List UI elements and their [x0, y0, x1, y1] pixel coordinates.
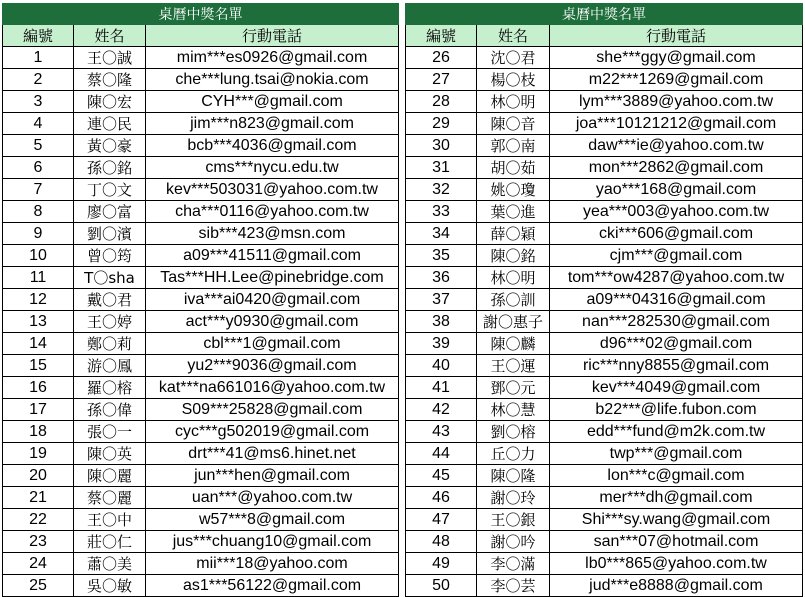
row-name: 丘〇力 [477, 443, 550, 465]
row-name: 廖〇富 [74, 201, 146, 223]
row-name: 陳〇英 [74, 443, 146, 465]
row-number: 27 [406, 69, 477, 91]
table-row [3, 223, 399, 245]
table-row [406, 465, 803, 487]
row-number: 7 [3, 179, 74, 201]
row-contact: jud***e8888@gmail.com [550, 575, 803, 597]
row-number: 15 [3, 355, 74, 377]
table-row [3, 575, 399, 597]
row-contact: lb0***865@yahoo.com.tw [550, 553, 803, 575]
row-name: 連〇民 [74, 113, 146, 135]
row-name: 孫〇銘 [74, 157, 146, 179]
row-name: 王〇婷 [74, 311, 146, 333]
table-row [3, 157, 399, 179]
row-contact: uan***@yahoo.com.tw [146, 487, 399, 509]
row-number: 42 [406, 399, 477, 421]
row-contact: as1***56122@gmail.com [146, 575, 399, 597]
table-row [3, 443, 399, 465]
row-number: 36 [406, 267, 477, 289]
row-number: 40 [406, 355, 477, 377]
row-contact: Tas***HH.Lee@pinebridge.com [146, 267, 399, 289]
row-contact: mim***es0926@gmail.com [146, 47, 399, 69]
row-number: 29 [406, 113, 477, 135]
table-row [3, 47, 399, 69]
row-number: 16 [3, 377, 74, 399]
row-number: 19 [3, 443, 74, 465]
row-name: 薛〇穎 [477, 223, 550, 245]
row-number: 35 [406, 245, 477, 267]
row-number: 17 [3, 399, 74, 421]
row-name: 黃〇豪 [74, 135, 146, 157]
row-contact: kev***503031@yahoo.com.tw [146, 179, 399, 201]
row-contact: cjm***@gmail.com [550, 245, 803, 267]
table-row [3, 333, 399, 355]
row-name: 鄭〇莉 [74, 333, 146, 355]
table-row [3, 245, 399, 267]
row-name: 戴〇君 [74, 289, 146, 311]
row-contact: Shi***sy.wang@gmail.com [550, 509, 803, 531]
row-contact: d96***02@gmail.com [550, 333, 803, 355]
row-contact: che***lung.tsai@nokia.com [146, 69, 399, 91]
row-number: 14 [3, 333, 74, 355]
row-number: 43 [406, 421, 477, 443]
row-contact: yao***168@gmail.com [550, 179, 803, 201]
row-name: 蔡〇麗 [74, 487, 146, 509]
row-contact: jim***n823@gmail.com [146, 113, 399, 135]
table-row [3, 113, 399, 135]
table-row [406, 245, 803, 267]
row-number: 30 [406, 135, 477, 157]
row-name: 陳〇麟 [477, 333, 550, 355]
table-title: 桌曆中獎名單 [406, 4, 803, 25]
table-title-row [3, 4, 399, 25]
row-contact: bcb***4036@gmail.com [146, 135, 399, 157]
row-contact: a09***41511@gmail.com [146, 245, 399, 267]
row-contact: drt***41@ms6.hinet.net [146, 443, 399, 465]
table-row [406, 575, 803, 597]
row-name: 王〇運 [477, 355, 550, 377]
table-row [406, 443, 803, 465]
table-row [3, 311, 399, 333]
row-contact: twp***@gmail.com [550, 443, 803, 465]
row-number: 12 [3, 289, 74, 311]
row-name: 羅〇榕 [74, 377, 146, 399]
row-contact: jun***hen@gmail.com [146, 465, 399, 487]
row-number: 37 [406, 289, 477, 311]
row-name: 陳〇宏 [74, 91, 146, 113]
row-number: 41 [406, 377, 477, 399]
row-contact: nan***282530@gmail.com [550, 311, 803, 333]
row-number: 5 [3, 135, 74, 157]
row-name: 楊〇枝 [477, 69, 550, 91]
table-row [3, 179, 399, 201]
table-row [406, 509, 803, 531]
table-row [406, 355, 803, 377]
row-number: 34 [406, 223, 477, 245]
row-name: 葉〇進 [477, 201, 550, 223]
row-number: 33 [406, 201, 477, 223]
row-name: 謝〇玲 [477, 487, 550, 509]
row-name: 游〇鳳 [74, 355, 146, 377]
table-row [3, 465, 399, 487]
table-row [406, 289, 803, 311]
table-row [406, 201, 803, 223]
row-number: 26 [406, 47, 477, 69]
row-name: 張〇一 [74, 421, 146, 443]
row-name: 莊〇仁 [74, 531, 146, 553]
row-contact: sib***423@msn.com [146, 223, 399, 245]
table-row [406, 267, 803, 289]
column-header-number: 編號 [3, 25, 74, 47]
row-contact: act***y0930@gmail.com [146, 311, 399, 333]
row-contact: she***ggy@gmail.com [550, 47, 803, 69]
row-contact: san***07@hotmail.com [550, 531, 803, 553]
row-contact: cki***606@gmail.com [550, 223, 803, 245]
row-contact: kat***na661016@yahoo.com.tw [146, 377, 399, 399]
row-contact: mii***18@yahoo.com [146, 553, 399, 575]
row-contact: a09***04316@gmail.com [550, 289, 803, 311]
table-row [3, 553, 399, 575]
table-body [3, 47, 399, 597]
column-header-row [406, 25, 803, 47]
row-number: 9 [3, 223, 74, 245]
table-row [3, 355, 399, 377]
table-row [3, 487, 399, 509]
table-row [406, 487, 803, 509]
row-name: 郭〇南 [477, 135, 550, 157]
row-contact: cha***0116@yahoo.com.tw [146, 201, 399, 223]
row-number: 24 [3, 553, 74, 575]
table-row [3, 509, 399, 531]
table-row [406, 377, 803, 399]
row-contact: joa***10121212@gmail.com [550, 113, 803, 135]
row-name: 王〇中 [74, 509, 146, 531]
row-number: 21 [3, 487, 74, 509]
table-row [3, 531, 399, 553]
table-row [406, 135, 803, 157]
row-number: 13 [3, 311, 74, 333]
row-number: 10 [3, 245, 74, 267]
row-number: 28 [406, 91, 477, 113]
row-number: 3 [3, 91, 74, 113]
row-name: 曾〇筠 [74, 245, 146, 267]
row-name: 謝〇惠子 [477, 311, 550, 333]
row-number: 32 [406, 179, 477, 201]
row-number: 11 [3, 267, 74, 289]
table-title: 桌曆中獎名單 [3, 4, 399, 25]
row-name: 陳〇音 [477, 113, 550, 135]
table-row [406, 91, 803, 113]
row-number: 25 [3, 575, 74, 597]
row-name: T〇sha [74, 267, 146, 289]
row-number: 18 [3, 421, 74, 443]
row-name: 陳〇銘 [477, 245, 550, 267]
table-title-row [406, 4, 803, 25]
table-row [406, 421, 803, 443]
column-header-contact: 行動電話 [550, 25, 803, 47]
table-row [406, 531, 803, 553]
row-name: 丁〇文 [74, 179, 146, 201]
row-contact: mon***2862@gmail.com [550, 157, 803, 179]
column-header-row [3, 25, 399, 47]
row-contact: cms***nycu.edu.tw [146, 157, 399, 179]
row-number: 50 [406, 575, 477, 597]
table-row [406, 47, 803, 69]
row-contact: S09***25828@gmail.com [146, 399, 399, 421]
row-name: 沈〇君 [477, 47, 550, 69]
row-name: 劉〇濱 [74, 223, 146, 245]
row-name: 陳〇隆 [477, 465, 550, 487]
column-header-number: 編號 [406, 25, 477, 47]
column-header-contact: 行動電話 [146, 25, 399, 47]
table-body [406, 47, 803, 597]
table-row [3, 377, 399, 399]
row-name: 孫〇偉 [74, 399, 146, 421]
row-number: 39 [406, 333, 477, 355]
table-row [3, 421, 399, 443]
table-row [406, 113, 803, 135]
row-contact: daw***ie@yahoo.com.tw [550, 135, 803, 157]
table-row [406, 333, 803, 355]
row-name: 吳〇敏 [74, 575, 146, 597]
row-name: 謝〇吟 [477, 531, 550, 553]
row-number: 45 [406, 465, 477, 487]
row-contact: ric***nny8855@gmail.com [550, 355, 803, 377]
winners-table-right [405, 3, 803, 597]
table-row [3, 135, 399, 157]
row-name: 王〇誠 [74, 47, 146, 69]
row-contact: yea***003@yahoo.com.tw [550, 201, 803, 223]
row-contact: lym***3889@yahoo.com.tw [550, 91, 803, 113]
row-contact: mer***dh@gmail.com [550, 487, 803, 509]
row-contact: CYH***@gmail.com [146, 91, 399, 113]
row-name: 林〇明 [477, 91, 550, 113]
row-name: 姚〇瓊 [477, 179, 550, 201]
row-number: 22 [3, 509, 74, 531]
row-contact: edd***fund@m2k.com.tw [550, 421, 803, 443]
row-contact: b22***@life.fubon.com [550, 399, 803, 421]
row-name: 胡〇茹 [477, 157, 550, 179]
row-contact: cbl***1@gmail.com [146, 333, 399, 355]
row-number: 1 [3, 47, 74, 69]
row-contact: w57***8@gmail.com [146, 509, 399, 531]
row-contact: jus***chuang10@gmail.com [146, 531, 399, 553]
table-row [3, 69, 399, 91]
column-header-name: 姓名 [74, 25, 146, 47]
row-contact: m22***1269@gmail.com [550, 69, 803, 91]
row-number: 6 [3, 157, 74, 179]
row-name: 李〇滿 [477, 553, 550, 575]
row-number: 8 [3, 201, 74, 223]
row-contact: tom***ow4287@yahoo.com.tw [550, 267, 803, 289]
table-row [406, 69, 803, 91]
row-name: 蔡〇隆 [74, 69, 146, 91]
table-row [406, 553, 803, 575]
column-header-name: 姓名 [477, 25, 550, 47]
row-number: 38 [406, 311, 477, 333]
row-name: 林〇明 [477, 267, 550, 289]
row-name: 李〇芸 [477, 575, 550, 597]
table-row [3, 289, 399, 311]
row-contact: iva***ai0420@gmail.com [146, 289, 399, 311]
table-row [3, 399, 399, 421]
row-number: 47 [406, 509, 477, 531]
row-contact: lon***c@gmail.com [550, 465, 803, 487]
row-name: 蕭〇美 [74, 553, 146, 575]
row-number: 4 [3, 113, 74, 135]
row-contact: yu2***9036@gmail.com [146, 355, 399, 377]
row-name: 鄧〇元 [477, 377, 550, 399]
row-number: 31 [406, 157, 477, 179]
row-number: 49 [406, 553, 477, 575]
table-row [406, 311, 803, 333]
row-name: 劉〇榕 [477, 421, 550, 443]
table-row [406, 157, 803, 179]
table-row [406, 179, 803, 201]
row-number: 46 [406, 487, 477, 509]
table-row [406, 223, 803, 245]
row-contact: kev***4049@gmail.com [550, 377, 803, 399]
table-row [406, 399, 803, 421]
row-name: 王〇銀 [477, 509, 550, 531]
table-row [3, 201, 399, 223]
row-number: 44 [406, 443, 477, 465]
winners-table-left [2, 3, 399, 597]
row-name: 林〇慧 [477, 399, 550, 421]
row-number: 48 [406, 531, 477, 553]
row-number: 23 [3, 531, 74, 553]
table-row [3, 91, 399, 113]
row-name: 陳〇麗 [74, 465, 146, 487]
row-number: 20 [3, 465, 74, 487]
row-name: 孫〇訓 [477, 289, 550, 311]
row-number: 2 [3, 69, 74, 91]
table-row [3, 267, 399, 289]
row-contact: cyc***g502019@gmail.com [146, 421, 399, 443]
